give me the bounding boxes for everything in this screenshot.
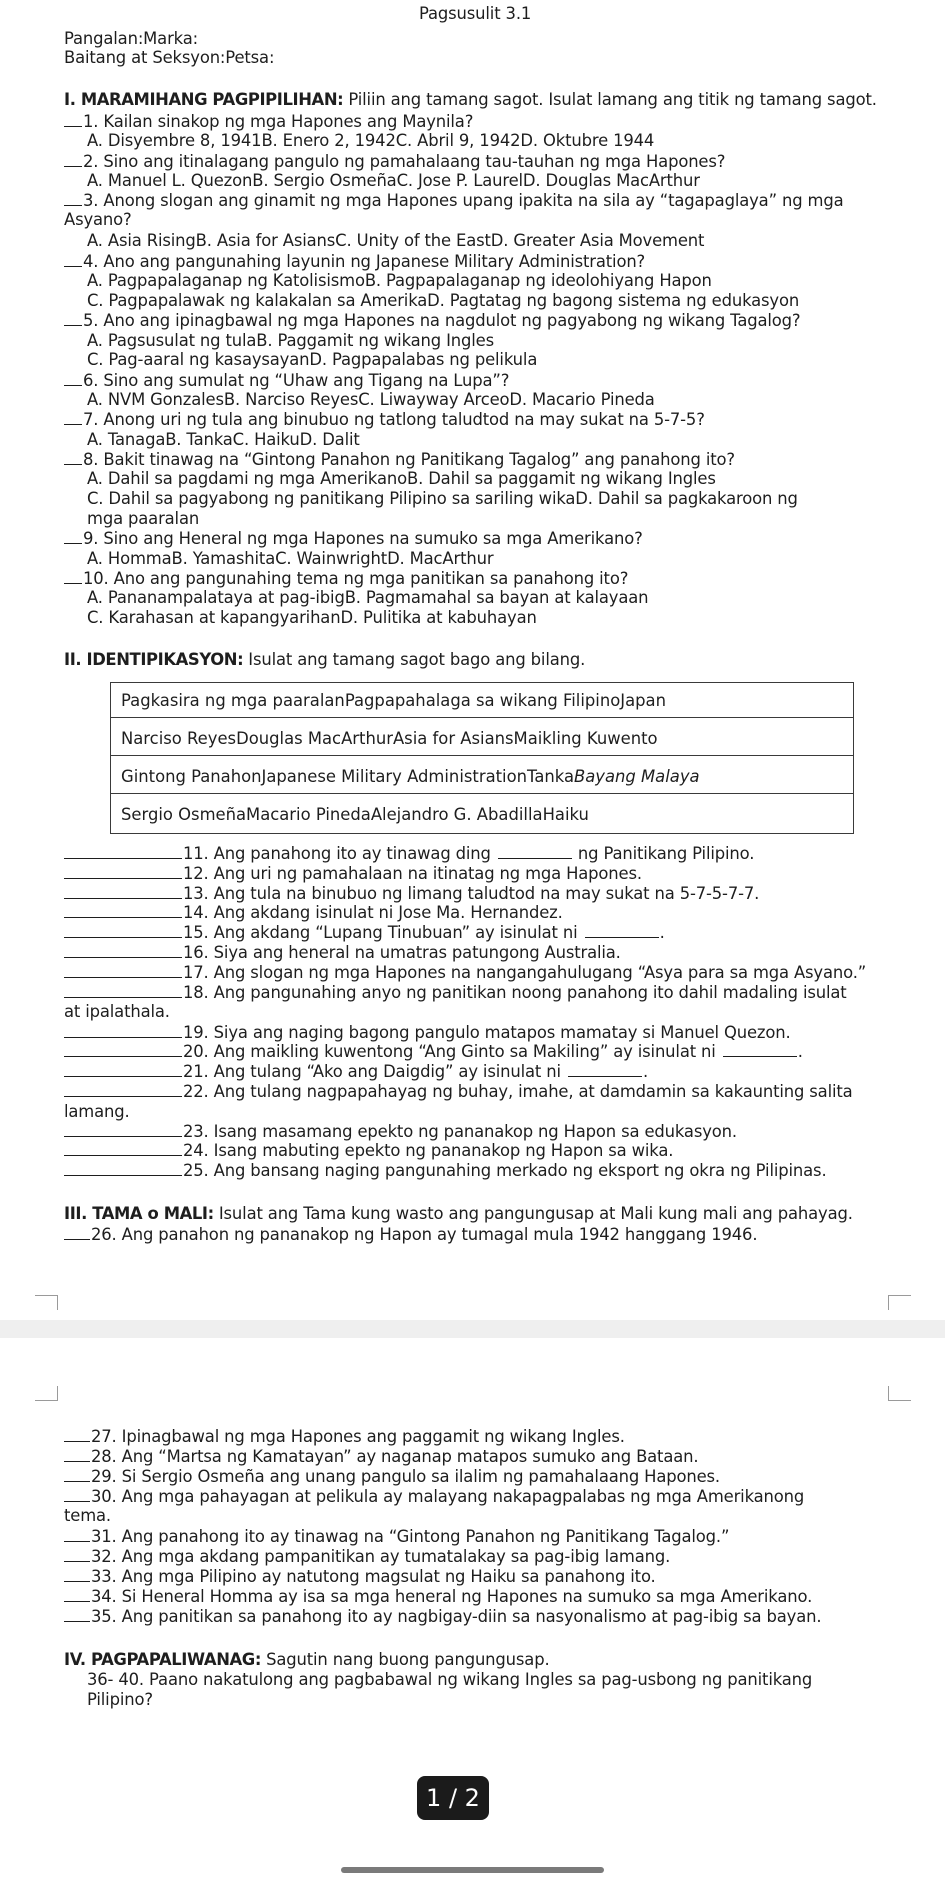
question-5-choices-b: C. Pag-aaral ng kasaysayanD. Pagpapalabas ng pelikula	[87, 350, 538, 369]
question-10: 10. Ano ang pangunahing tema ng mga panitikan sa panahong ito?	[64, 569, 628, 589]
crop-mark	[888, 1386, 911, 1401]
answer-blank[interactable]	[64, 1141, 182, 1156]
part4-instruction: Sagutin nang buong pangungusap.	[261, 1650, 550, 1669]
answer-blank[interactable]	[64, 1547, 90, 1562]
question-23: 23. Isang masamang epekto ng pananakop ng Hapon sa edukasyon.	[64, 1122, 737, 1142]
question-8-choices-a: A. Dahil sa pagdami ng mga AmerikanoB. Dahil sa paggamit ng wikang Ingles	[87, 469, 716, 488]
answer-blank[interactable]	[64, 1487, 90, 1502]
question-29: 29. Si Sergio Osmeña ang unang pangulo sa ilalim ng pamahalaang Hapones.	[64, 1467, 720, 1487]
question-6-choices: A. NVM GonzalesB. Narciso ReyesC. Liwayway ArceoD. Macario Pineda	[87, 390, 655, 409]
question-19: 19. Siya ang naging bagong pangulo matapos mamatay si Manuel Quezon.	[64, 1023, 791, 1043]
question-14: 14. Ang akdang isinulat ni Jose Ma. Hernandez.	[64, 903, 563, 923]
question-20: 20. Ang maikling kuwentong “Ang Ginto sa Makiling” ay isinulat ni .	[64, 1042, 803, 1062]
question-32: 32. Ang mga akdang pampanitikan ay tumatalakay sa pag-ibig lamang.	[64, 1547, 670, 1567]
answer-blank[interactable]	[64, 1082, 182, 1097]
quiz-title: Pagsusulit 3.1	[419, 4, 532, 23]
part3-header	[64, 1204, 853, 1224]
answer-blank[interactable]	[64, 1161, 182, 1176]
question-9-choices: A. HommaB. YamashitaC. WainwrightD. MacArthur	[87, 549, 494, 568]
answer-blank[interactable]	[64, 1225, 90, 1240]
answer-blank[interactable]	[64, 152, 82, 167]
answer-blank[interactable]	[64, 983, 182, 998]
answer-blank[interactable]	[64, 903, 182, 918]
part1-header	[64, 90, 877, 110]
question-7-choices: A. TanagaB. TankaC. HaikuD. Dalit	[87, 430, 360, 449]
question-34: 34. Si Heneral Homma ay isa sa mga heneral ng Hapones na sumuko sa mga Amerikano.	[64, 1587, 812, 1607]
inline-blank[interactable]	[568, 1062, 642, 1077]
question-26: 26. Ang panahon ng pananakop ng Hapon ay tumagal mula 1942 hanggang 1946.	[64, 1225, 757, 1245]
inline-blank[interactable]	[498, 844, 572, 859]
question-18: 18. Ang pangunahing anyo ng panitikan noong panahong ito dahil madaling isulat	[64, 983, 847, 1003]
question-27: 27. Ipinagbawal ng mga Hapones ang paggamit ng wikang Ingles.	[64, 1427, 625, 1447]
answer-blank[interactable]	[64, 1527, 90, 1542]
question-13: 13. Ang tula na binubuo ng limang taludtod na may sukat na 5-7-5-7-7.	[64, 884, 759, 904]
word-bank-row: Gintong PanahonJapanese Military AdministrationTankaBayang Malaya	[111, 759, 853, 794]
question-17: 17. Ang slogan ng mga Hapones na nangangahulugang “Asya para sa mga Asyano.”	[64, 963, 866, 983]
question-35: 35. Ang panitikan sa panahong ito ay nagbigay-diin sa nasyonalismo at pag-ibig sa bayan.	[64, 1607, 821, 1627]
question-6: 6. Sino ang sumulat ng “Uhaw ang Tigang na Lupa”?	[64, 371, 509, 391]
part4-heading: IV. PAGPAPALIWANAG:	[64, 1650, 262, 1669]
question-8-choices-c: mga paaralan	[87, 509, 200, 528]
question-36-40: 36- 40. Paano nakatulong ang pagbabawal ng wikang Ingles sa pag-usbong ng panitikang	[87, 1670, 813, 1689]
question-16: 16. Siya ang heneral na umatras patungong Australia.	[64, 943, 621, 963]
home-indicator-bar[interactable]	[341, 1867, 604, 1873]
answer-blank[interactable]	[64, 1122, 182, 1137]
question-30: 30. Ang mga pahayagan at pelikula ay malayang nakapagpalabas ng mga Amerikanong	[64, 1487, 804, 1507]
inline-blank[interactable]	[723, 1042, 797, 1057]
word-bank-italic-entry: Bayang Malaya	[574, 767, 700, 786]
question-12: 12. Ang uri ng pamahalaan na itinatag ng mga Hapones.	[64, 864, 642, 884]
question-18-cont: at ipalathala.	[64, 1002, 170, 1021]
question-10-choices-b: C. Karahasan at kapangyarihanD. Pulitika at kabuhayan	[87, 608, 537, 627]
answer-blank[interactable]	[64, 529, 82, 544]
question-22: 22. Ang tulang nagpapahayag ng buhay, imahe, at damdamin sa kakaunting salita	[64, 1082, 853, 1102]
question-15: 15. Ang akdang “Lupang Tinubuan” ay isinulat ni .	[64, 923, 665, 943]
answer-blank[interactable]	[64, 923, 182, 938]
question-21: 21. Ang tulang “Ako ang Daigdig” ay isinulat ni .	[64, 1062, 648, 1082]
part1-instruction: Piliin ang tamang sagot. Isulat lamang ang titik ng tamang sagot.	[343, 90, 877, 109]
answer-blank[interactable]	[64, 884, 182, 899]
question-2-choices: A. Manuel L. QuezonB. Sergio OsmeñaC. Jose P. LaurelD. Douglas MacArthur	[87, 171, 700, 190]
answer-blank[interactable]	[64, 252, 82, 267]
answer-blank[interactable]	[64, 1607, 90, 1622]
word-bank	[110, 682, 854, 834]
question-4: 4. Ano ang pangunahing layunin ng Japanese Military Administration?	[64, 252, 645, 272]
answer-blank[interactable]	[64, 1587, 90, 1602]
question-30-cont: tema.	[64, 1506, 111, 1525]
inline-blank[interactable]	[585, 923, 659, 938]
question-24: 24. Isang mabuting epekto ng pananakop ng Hapon sa wika.	[64, 1141, 673, 1161]
question-3-choices: A. Asia RisingB. Asia for AsiansC. Unity of the EastD. Greater Asia Movement	[87, 231, 705, 250]
answer-blank[interactable]	[64, 1427, 90, 1442]
answer-blank[interactable]	[64, 311, 82, 326]
page-gap	[0, 1320, 945, 1338]
answer-blank[interactable]	[64, 1023, 182, 1038]
crop-mark	[888, 1295, 911, 1310]
question-33: 33. Ang mga Pilipino ay natutong magsulat ng Haiku sa panahong ito.	[64, 1567, 656, 1587]
question-3-cont: Asyano?	[64, 210, 132, 229]
answer-blank[interactable]	[64, 112, 82, 127]
answer-blank[interactable]	[64, 1042, 182, 1057]
question-4-choices-a: A. Pagpapalaganap ng KatolisismoB. Pagpapalaganap ng ideolohiyang Hapon	[87, 271, 712, 290]
part3-heading: III. TAMA o MALI:	[64, 1204, 214, 1223]
word-bank-row: Pagkasira ng mga paaralanPagpapahalaga sa wikang FilipinoJapan	[111, 683, 853, 718]
question-11: 11. Ang panahong ito ay tinawag ding ng Panitikang Pilipino.	[64, 844, 754, 864]
question-8-choices-b: C. Dahil sa pagyabong ng panitikang Pilipino sa sariling wikaD. Dahil sa pagkakaroon ng	[87, 489, 798, 508]
answer-blank[interactable]	[64, 963, 182, 978]
answer-blank[interactable]	[64, 1567, 90, 1582]
question-10-choices-a: A. Pananampalataya at pag-ibigB. Pagmamahal sa bayan at kalayaan	[87, 588, 649, 607]
part2-instruction: Isulat ang tamang sagot bago ang bilang.	[243, 650, 586, 669]
answer-blank[interactable]	[64, 1447, 90, 1462]
question-1-choices: A. Disyembre 8, 1941B. Enero 2, 1942C. Abril 9, 1942D. Oktubre 1944	[87, 131, 655, 150]
page-indicator: 1 / 2	[417, 1776, 489, 1820]
question-31: 31. Ang panahong ito ay tinawag na “Gintong Panahon ng Panitikang Tagalog.”	[64, 1527, 729, 1547]
word-bank-row: Narciso ReyesDouglas MacArthurAsia for AsiansMaikling Kuwento	[111, 721, 853, 756]
question-5-choices-a: A. Pagsusulat ng tulaB. Paggamit ng wikang Ingles	[87, 331, 494, 350]
question-5: 5. Ano ang ipinagbawal ng mga Hapones na nagdulot ng pagyabong ng wikang Tagalog?	[64, 311, 800, 331]
question-7: 7. Anong uri ng tula ang binubuo ng tatlong taludtod na may sukat na 5-7-5?	[64, 410, 705, 430]
section-date-label: Baitang at Seksyon:Petsa:	[64, 48, 275, 67]
answer-blank[interactable]	[64, 450, 82, 465]
answer-blank[interactable]	[64, 410, 82, 425]
answer-blank[interactable]	[64, 371, 82, 386]
answer-blank[interactable]	[64, 1062, 182, 1077]
part1-heading: I. MARAMIHANG PAGPIPILIHAN:	[64, 90, 344, 109]
part2-heading: II. IDENTIPIKASYON:	[64, 650, 244, 669]
question-8: 8. Bakit tinawag na “Gintong Panahon ng Panitikang Tagalog” ang panahong ito?	[64, 450, 735, 470]
question-25: 25. Ang bansang naging pangunahing merkado ng eksport ng okra ng Pilipinas.	[64, 1161, 827, 1181]
question-2: 2. Sino ang itinalagang pangulo ng pamahalaang tau-tauhan ng mga Hapones?	[64, 152, 725, 172]
part3-instruction: Isulat ang Tama kung wasto ang pangungusap at Mali kung mali ang pahayag.	[213, 1204, 853, 1223]
crop-mark	[35, 1295, 58, 1310]
question-1: 1. Kailan sinakop ng mga Hapones ang Maynila?	[64, 112, 473, 132]
question-28: 28. Ang “Martsa ng Kamatayan” ay naganap matapos sumuko ang Bataan.	[64, 1447, 698, 1467]
question-22-cont: lamang.	[64, 1102, 130, 1121]
answer-blank[interactable]	[64, 844, 182, 859]
question-3: 3. Anong slogan ang ginamit ng mga Hapones upang ipakita na sila ay “tagapaglaya” ng mga	[64, 191, 843, 211]
answer-blank[interactable]	[64, 943, 182, 958]
answer-blank[interactable]	[64, 569, 82, 584]
question-9: 9. Sino ang Heneral ng mga Hapones na sumuko sa mga Amerikano?	[64, 529, 643, 549]
question-4-choices-b: C. Pagpapalawak ng kalakalan sa AmerikaD. Pagtatag ng bagong sistema ng edukasyon	[87, 291, 800, 310]
question-36-40-cont: Pilipino?	[87, 1690, 153, 1709]
name-score-label: Pangalan:Marka:	[64, 29, 198, 48]
part4-header	[64, 1650, 550, 1670]
answer-blank[interactable]	[64, 191, 82, 206]
part2-header	[64, 650, 585, 670]
answer-blank[interactable]	[64, 1467, 90, 1482]
answer-blank[interactable]	[64, 864, 182, 879]
crop-mark	[35, 1386, 58, 1401]
word-bank-row: Sergio OsmeñaMacario PinedaAlejandro G. AbadillaHaiku	[121, 805, 589, 824]
